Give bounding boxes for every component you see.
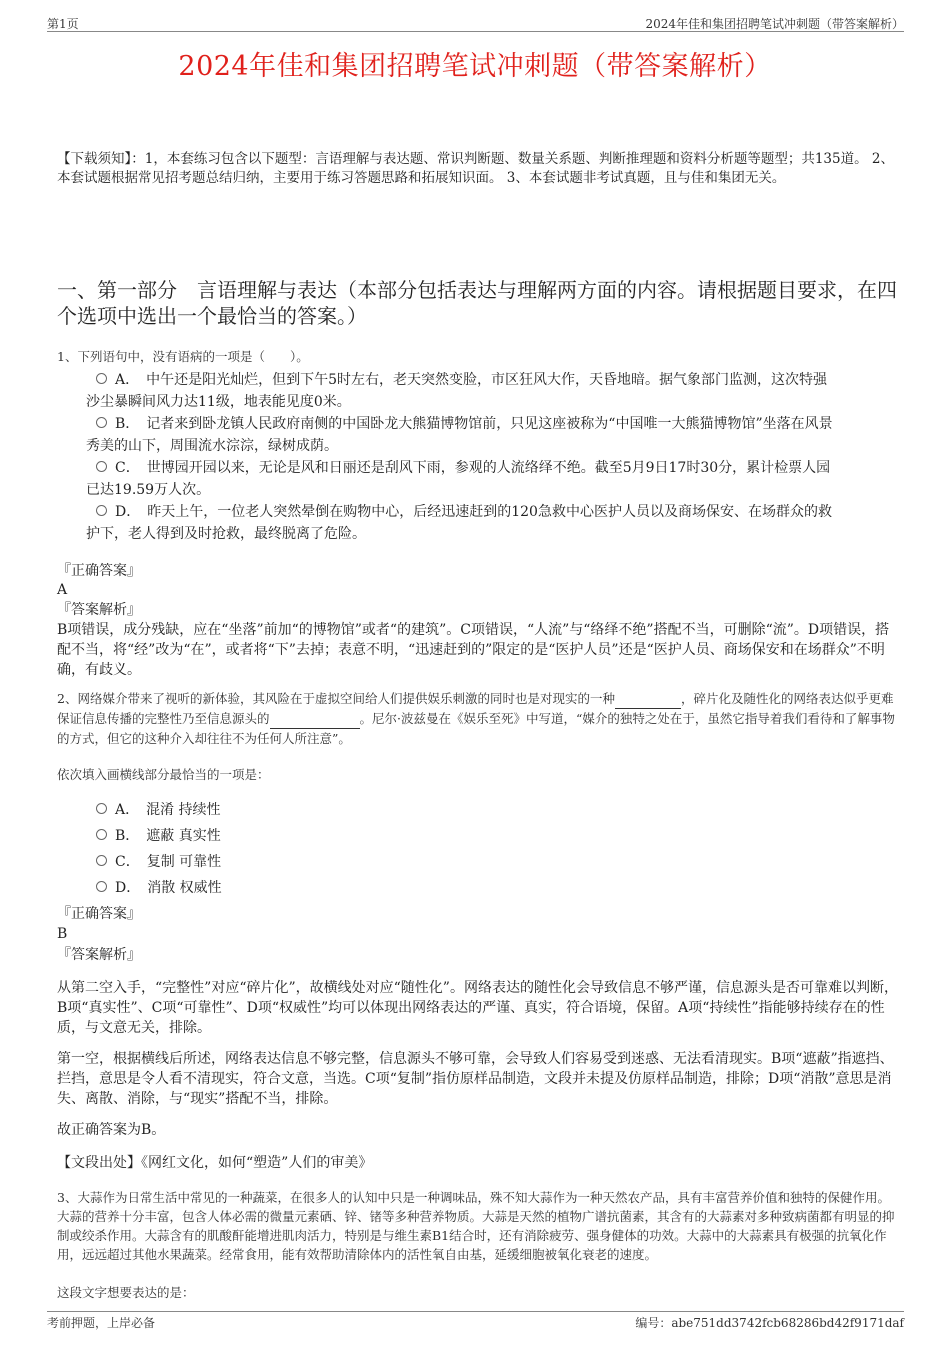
option-c-label: C． 复制 可靠性 bbox=[115, 854, 222, 870]
fill-blank-2 bbox=[270, 709, 360, 729]
page-number: 第1页 bbox=[47, 17, 79, 31]
question-1-option-b[interactable] bbox=[86, 413, 896, 457]
stem-part-3: 。尼尔·波兹曼在《娱乐至死》中写道，“媒介的独特之处在于，虽然它指导着我们看待和了解事物的方式，但它的这种介入却往往不为任何人所注意”。 bbox=[57, 711, 895, 746]
option-a-line1: A． 中午还是阳光灿烂，但到下午5时左右，老天突然变脸，市区狂风大作，天昏地暗。据气象部门监测，这次特强 bbox=[115, 372, 828, 388]
document-id: 编号：abe751dd3742fcb68286bd42f9171daf bbox=[635, 1316, 904, 1330]
option-b-label: B． 遮蔽 真实性 bbox=[115, 828, 221, 844]
question-1-option-c[interactable] bbox=[86, 457, 896, 501]
radio-icon[interactable] bbox=[96, 505, 107, 516]
question-2-option-a[interactable] bbox=[96, 799, 896, 821]
question-3-prompt: 这段文字想要表达的是： bbox=[57, 1285, 195, 1300]
option-d-line1: D． 昨天上午，一位老人突然晕倒在购物中心，后经迅速赶到的120急救中心医护人员以及商场保安、在场群众的救 bbox=[115, 504, 832, 520]
option-d-label: D． 消散 权威性 bbox=[115, 880, 222, 896]
analysis-paragraph-3: 故正确答案为B。 bbox=[57, 1122, 166, 1138]
correct-answer-label: 『正确答案』 bbox=[57, 906, 141, 922]
question-1-option-d[interactable] bbox=[86, 501, 896, 545]
radio-icon[interactable] bbox=[96, 855, 107, 866]
question-2-stem bbox=[57, 689, 902, 748]
option-a-line2: 沙尘暴瞬间风力达11级，地表能见度0米。 bbox=[86, 394, 351, 410]
option-b-line1: B． 记者来到卧龙镇人民政府南侧的中国卧龙大熊猫博物馆前，只见这座被称为“中国唯一大熊猫博物馆”坐落在风景 bbox=[115, 416, 833, 432]
option-b-line2: 秀美的山下，周围流水淙淙，绿树成荫。 bbox=[86, 438, 338, 454]
header-rule bbox=[47, 31, 904, 32]
analysis-text: B项错误，成分残缺，应在“坐落”前加“的博物馆”或者“的建筑”。C项错误，“人流”与“络绎不绝”搭配不当，可删除“流”。D项错误，搭配不当，将“经”改为“在”，或者将“下”去掉；表意不明，“迅速赶到的”限定的是“医护人员”还是“医护人员、商场保安和在场群众”不明确，有歧义。 bbox=[57, 622, 890, 678]
option-c-line1: C． 世博园开园以来，无论是风和日丽还是刮风下雨，参观的人流络绎不绝。截至5月9日17时30分，累计检票人园 bbox=[115, 460, 831, 476]
footer-slogan: 考前押题，上岸必备 bbox=[47, 1316, 156, 1330]
analysis-label: 『答案解析』 bbox=[57, 947, 141, 963]
question-2-option-c[interactable] bbox=[96, 851, 896, 873]
analysis-label: 『答案解析』 bbox=[57, 602, 141, 618]
question-1-option-a[interactable] bbox=[86, 369, 896, 413]
radio-icon[interactable] bbox=[96, 373, 107, 384]
radio-icon[interactable] bbox=[96, 829, 107, 840]
download-notice: 【下载须知】：1，本套练习包含以下题型：言语理解与表达题、常识判断题、数量关系题、判断推理题和资料分析题等题型；共135道。 2、本套试题根据常见招考题总结归纳，主要用于练习答题思路和拓展知识面。 3、本套试题非考试真题，且与佳和集团无关。 bbox=[57, 151, 894, 186]
option-a-label: A． 混淆 持续性 bbox=[115, 802, 221, 818]
section-heading: 一、第一部分 言语理解与表达（本部分包括表达与理解两方面的内容。请根据题目要求，在四个选项中选出一个最恰当的答案。） bbox=[57, 278, 897, 328]
fill-blank-1 bbox=[615, 689, 681, 709]
analysis-paragraph-2: 第一空，根据横线后所述，网络表达信息不够完整，信息源头不够可靠，会导致人们容易受到迷惑、无法看清现实。B项“遮蔽”指遮挡、拦挡，意思是令人看不清现实，符合文意，当选。C项“复制”指仿原样品制造，文段并未提及仿原样品制造，排除；D项“消散”意思是消失、离散、消除，与“现实”搭配不当，排除。 bbox=[57, 1051, 894, 1107]
question-2-prompt: 依次填入画横线部分最恰当的一项是： bbox=[57, 767, 270, 782]
question-3-stem: 3、大蒜作为日常生活中常见的一种蔬菜，在很多人的认知中只是一种调味品，殊不知大蒜作为一种天然农产品，具有丰富营养价值和独特的保健作用。大蒜的营养十分丰富，包含人体必需的微量元素硒、锌、锗等多种营养物质。大蒜是天然的植物广谱抗菌素，其含有的大蒜素对多种致病菌都有明显的抑制或绞杀作用。大蒜含有的肌酸酐能增进肌肉活力，特别是与维生素B1结合时，还有消除疲劳、强身健体的功效。大蒜中的大蒜素具有极强的抗氧化作用，远远超过其他水果蔬菜。经常食用，能有效帮助清除体内的活性氧自由基，延缓细胞被氧化衰老的速度。 bbox=[57, 1190, 895, 1262]
footer-rule bbox=[47, 1311, 904, 1312]
option-d-line2: 护下，老人得到及时抢救，最终脱离了危险。 bbox=[86, 526, 366, 542]
question-1-stem: 1、下列语句中，没有语病的一项是（ ）。 bbox=[57, 349, 309, 364]
question-2-option-d[interactable] bbox=[96, 877, 896, 899]
radio-icon[interactable] bbox=[96, 417, 107, 428]
radio-icon[interactable] bbox=[96, 803, 107, 814]
radio-icon[interactable] bbox=[96, 881, 107, 892]
question-2-option-b[interactable] bbox=[96, 825, 896, 847]
document-title: 2024年佳和集团招聘笔试冲刺题（带答案解析） bbox=[178, 51, 772, 82]
source-citation: 【文段出处】《网红文化，如何“塑造”人们的审美》 bbox=[57, 1155, 373, 1171]
correct-answer: B bbox=[57, 926, 68, 942]
stem-part-1: 2、网络媒介带来了视听的新体验，其风险在于虚拟空间给人们提供娱乐刺激的同时也是对现实的一种 bbox=[57, 691, 615, 706]
option-c-line2: 已达19.59万人次。 bbox=[86, 482, 211, 498]
stem-part-2: ，碎片化及随性化的网络表达似乎更难保证信息传播的完整性乃至信息源头的 bbox=[57, 691, 894, 726]
radio-icon[interactable] bbox=[96, 461, 107, 472]
correct-answer: A bbox=[57, 582, 68, 598]
analysis-paragraph-1: 从第二空入手，“完整性”对应“碎片化”，故横线处对应“随性化”。网络表达的随性化会导致信息不够严谨，信息源头是否可靠难以判断，B项“真实性”、C项“可靠性”、D项“权威性”均可以体现出网络表达的严谨、真实，符合语境，保留。A项“持续性”指能够持续存在的性质，与文意无关，排除。 bbox=[57, 980, 898, 1036]
correct-answer-label: 『正确答案』 bbox=[57, 563, 141, 579]
running-title: 2024年佳和集团招聘笔试冲刺题（带答案解析） bbox=[645, 17, 904, 31]
